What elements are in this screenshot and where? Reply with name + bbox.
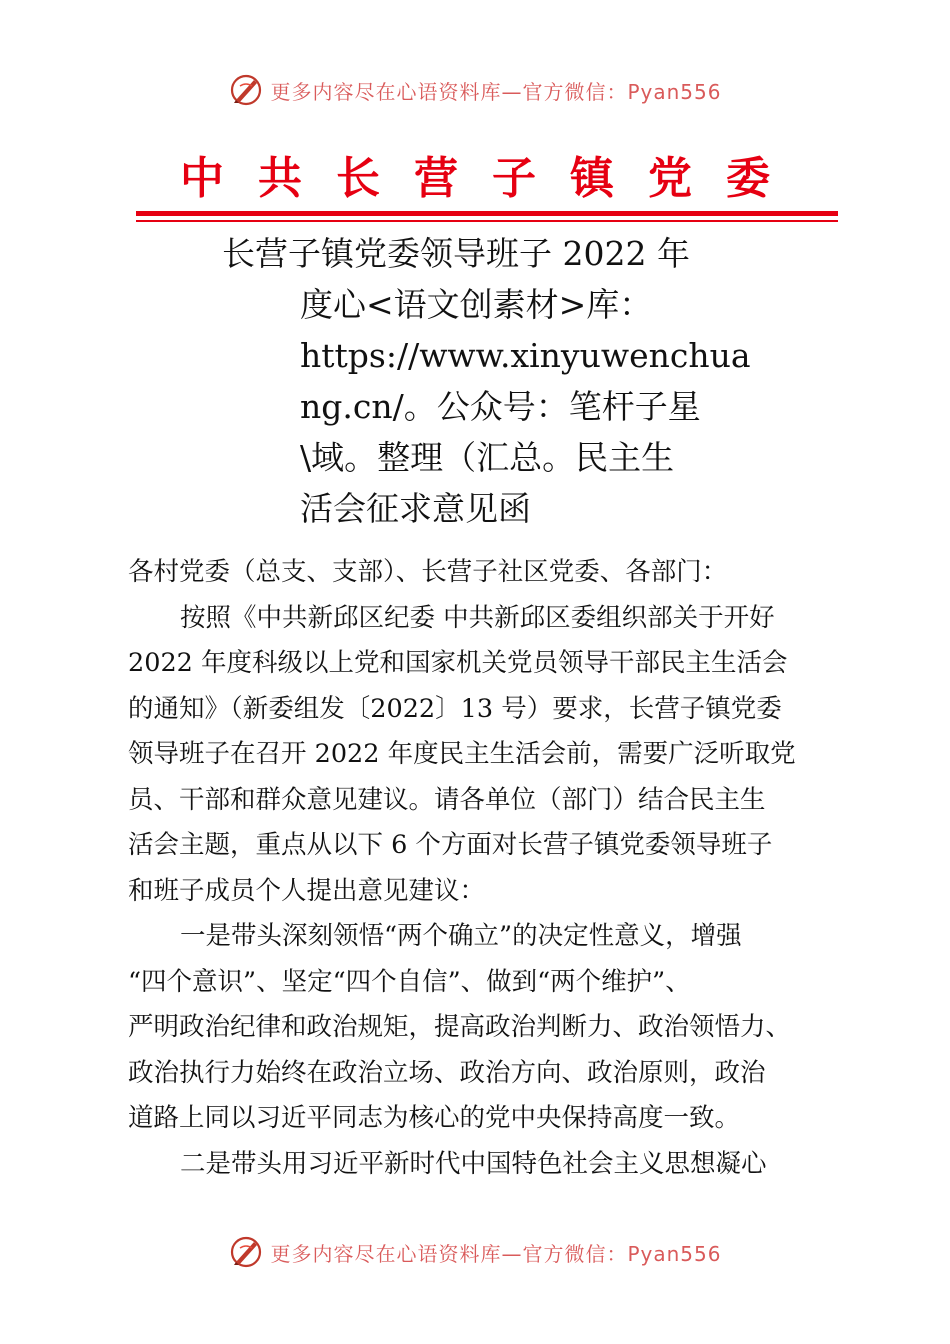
title-line: https://www.xinyuwenchua [300, 336, 751, 375]
body-line: “四个意识”、坚定“四个自信”、做到“两个维护”、 [128, 966, 691, 997]
body-line: 的通知》（新委组发〔2022〕13 号）要求，长营子镇党委 [128, 693, 782, 724]
watermark-top [0, 70, 950, 110]
body-line: 道路上同以习近平同志为核心的党中央保持高度一致。 [128, 1103, 741, 1133]
body-line: 二是带头用习近平新时代中国特色社会主义思想凝心 [180, 1148, 767, 1179]
organization-title: 中共长营子镇党委 [180, 153, 804, 204]
body-line: 领导班子在召开 2022 年度民主生活会前，需要广泛听取党 [128, 739, 796, 769]
body-line: 一是带头深刻领悟“两个确立”的决定性意义，增强 [180, 921, 742, 951]
title-line: 活会征求意见函 [300, 489, 531, 528]
salutation: 各村党委（总支、支部）、长营子社区党委、各部门： [128, 557, 728, 587]
title-line: \域。整理（汇总。民主生 [300, 438, 675, 477]
title-line: 度心<语文创素材>库： [300, 285, 653, 324]
red-pen-logo-icon [228, 72, 264, 108]
watermark-text: 更多内容尽在心语资料库—官方微信：Pyan556 [270, 79, 722, 104]
red-pen-logo-icon [228, 1234, 264, 1270]
body-line: 按照《中共新邱区纪委 中共新邱区委组织部关于开好 [180, 602, 775, 633]
watermark-bottom [0, 1232, 950, 1272]
body-line: 和班子成员个人提出意见建议： [128, 875, 486, 906]
watermark-text: 更多内容尽在心语资料库—官方微信：Pyan556 [270, 1241, 722, 1266]
document-title [222, 228, 751, 534]
body-line: 2022 年度科级以上党和国家机关党员领导干部民主生活会 [128, 648, 788, 678]
body-line: 员、干部和群众意见建议。请各单位（部门）结合民主生 [128, 784, 766, 815]
document-body [128, 550, 840, 1187]
red-divider-thick [136, 211, 838, 216]
red-divider-thin [136, 220, 838, 222]
body-line: 活会主题，重点从以下 6 个方面对长营子镇党委领导班子 [128, 830, 773, 860]
body-line: 严明政治纪律和政治规矩，提高政治判断力、政治领悟力、 [128, 1012, 792, 1042]
title-line: ng.cn/。公众号：笔杆子星 [300, 387, 701, 426]
title-line: 长营子镇党委领导班子 2022 年 [222, 234, 690, 273]
body-line: 政治执行力始终在政治立场、政治方向、政治原则，政治 [128, 1057, 766, 1088]
